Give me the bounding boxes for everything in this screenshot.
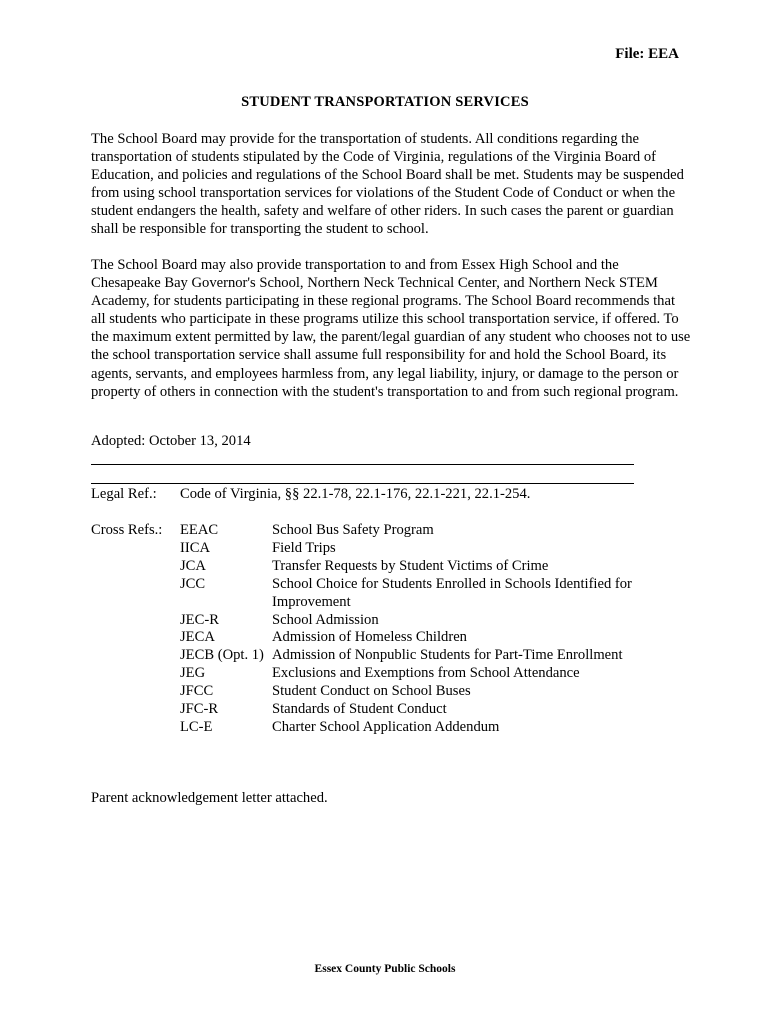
cross-ref-row [180, 683, 680, 701]
cross-ref-desc: Exclusions and Exemptions from School Attendance [272, 665, 580, 682]
document-title: STUDENT TRANSPORTATION SERVICES [241, 94, 529, 110]
parent-acknowledgement-note: Parent acknowledgement letter attached. [91, 790, 328, 806]
cross-ref-row [180, 629, 680, 647]
cross-ref-row [180, 612, 680, 630]
cross-ref-code: JCA [180, 557, 206, 574]
cross-ref-desc: Standards of Student Conduct [272, 701, 447, 718]
cross-ref-code: IICA [180, 539, 210, 556]
cross-ref-code: JEC-R [180, 611, 219, 628]
legal-ref-label: Legal Ref.: [91, 486, 157, 502]
cross-ref-desc: School Choice for Students Enrolled in Schools Identified for Improvement [272, 575, 632, 610]
cross-ref-code: EEAC [180, 522, 219, 538]
cross-ref-row [180, 719, 680, 737]
cross-ref-row [180, 558, 680, 576]
cross-ref-desc: Student Conduct on School Buses [272, 683, 471, 700]
cross-refs-list [180, 522, 680, 737]
cross-ref-row [180, 701, 680, 719]
cross-ref-code: JFCC [180, 683, 214, 700]
paragraph-transportation-policy: The School Board may provide for the transportation of students. All conditions regarding the transportation of students stipulated by the Code of Virginia, regulations of the Virginia Board of Education, and policies and regulations of the School Board shall be met. Students may be suspended from using school transportation services for violations of the Student Code of Conduct or when the student endangers the health, safety and welfare of other riders. In such cases the parent or guardian shall be responsible for transporting the student to school. [91, 131, 684, 238]
cross-ref-desc: Transfer Requests by Student Victims of Crime [272, 557, 549, 574]
cross-ref-code: JECA [180, 629, 215, 646]
cross-ref-row [180, 522, 680, 540]
file-label: File: EEA [615, 46, 679, 62]
cross-ref-code: JCC [180, 575, 206, 592]
cross-ref-row [180, 576, 680, 612]
adopted-date: Adopted: October 13, 2014 [91, 433, 251, 449]
cross-ref-desc: Admission of Homeless Children [272, 629, 467, 646]
cross-refs-label: Cross Refs.: [91, 522, 163, 538]
cross-ref-row [180, 540, 680, 558]
cross-ref-code: LC-E [180, 718, 213, 735]
cross-ref-desc: Charter School Application Addendum [272, 718, 500, 735]
cross-ref-code: JECB (Opt. 1) [180, 647, 264, 664]
cross-ref-row [180, 647, 680, 665]
cross-ref-desc: School Bus Safety Program [272, 522, 434, 538]
divider-line [91, 464, 634, 465]
cross-ref-row [180, 665, 680, 683]
divider-line [91, 483, 634, 484]
page-footer: Essex County Public Schools [314, 963, 456, 975]
cross-ref-code: JEG [180, 665, 206, 682]
cross-ref-desc: School Admission [272, 611, 379, 628]
legal-ref-value: Code of Virginia, §§ 22.1-78, 22.1-176, 22.1-221, 22.1-254. [180, 486, 531, 502]
cross-ref-code: JFC-R [180, 701, 219, 718]
paragraph-regional-programs: The School Board may also provide transportation to and from Essex High School and the Chesapeake Bay Governor's School, Northern Neck Technical Center, and Northern Neck STEM Academy, for students participating in these regional programs. The School Board recommends that all students who participate in these programs utilize this school transportation service, if offered. To the maximum extent permitted by law, the parent/legal guardian of any student who chooses not to use the school transportation service shall assume full responsibility for and hold the School Board, its agents, servants, and employees harmless from, any legal liability, injury, or damage to the person or property of others in connection with the student's transportation to and from such regional program. [91, 257, 691, 400]
cross-ref-desc: Admission of Nonpublic Students for Part-Time Enrollment [272, 647, 623, 664]
cross-ref-desc: Field Trips [272, 539, 336, 556]
